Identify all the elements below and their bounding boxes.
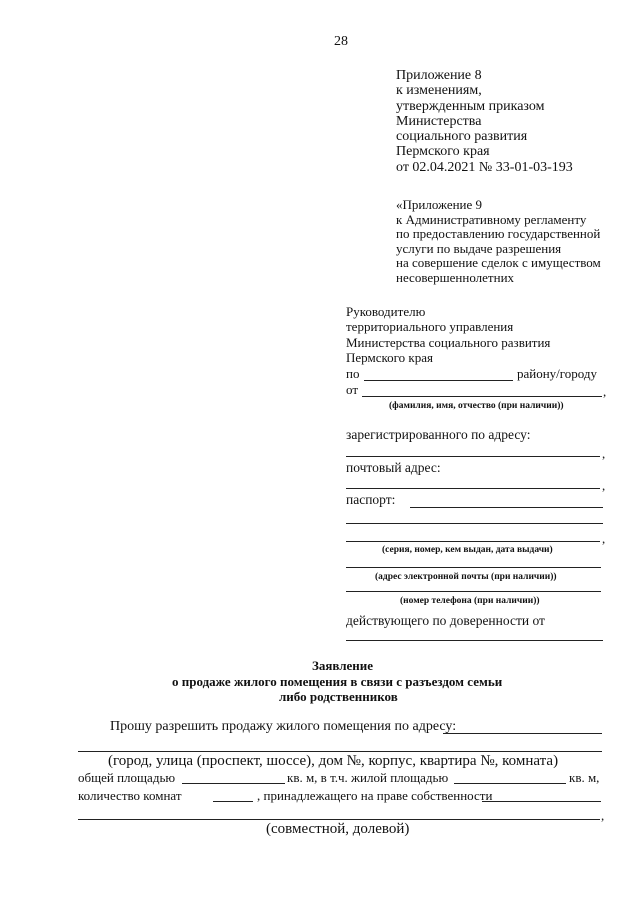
email-field[interactable] — [346, 567, 601, 568]
comma: , — [602, 446, 606, 461]
statement-title: Заявление — [312, 658, 374, 673]
addressee-line: территориального управления — [346, 319, 514, 335]
annex-9-block — [396, 198, 601, 286]
annex8-line: утвержденным приказом — [396, 98, 545, 114]
comma: , — [602, 478, 606, 493]
comma: , — [603, 384, 607, 399]
addressee-block — [346, 304, 550, 365]
comma: , — [602, 531, 606, 546]
passport-field-3[interactable] — [346, 541, 600, 542]
annex8-line: к изменениям, — [396, 83, 482, 99]
rooms-label: количество комнат — [78, 788, 182, 803]
passport-field-2[interactable] — [346, 523, 603, 524]
annex8-line: от 02.04.2021 № 33-01-03-193 — [396, 159, 573, 175]
address-hint: (город, улица (проспект, шоссе), дом №, корпус, квартира №, комната) — [108, 753, 559, 769]
fio-hint: (фамилия, имя, отчество (при наличии)) — [389, 401, 564, 411]
statement-subtitle: о продаже жилого помещения в связи с разъездом семьи — [172, 674, 503, 689]
owned-label: , принадлежащего на праве собственности — [257, 788, 493, 803]
annex9-line: «Приложение 9 — [396, 197, 483, 212]
comma: , — [601, 808, 605, 823]
annex9-line: по предоставлению государственной — [396, 226, 601, 242]
annex9-line: к Административному регламенту — [396, 211, 587, 227]
registered-address-field[interactable] — [346, 456, 600, 457]
addressee-line: Министерства социального развития — [346, 334, 551, 350]
property-address-field-2[interactable] — [78, 751, 602, 752]
postal-address-field[interactable] — [346, 488, 600, 489]
ownership-hint: (совместной, долевой) — [266, 821, 410, 837]
district-field[interactable] — [364, 380, 513, 381]
registered-label: зарегистрированного по адресу: — [346, 427, 531, 442]
annex8-line: Министерства — [396, 113, 482, 129]
annex8-line: Приложение 8 — [396, 68, 482, 83]
ownership-field-2[interactable] — [78, 819, 600, 820]
po-label: по — [346, 366, 360, 381]
annex-8-block — [396, 68, 573, 175]
applicant-name-field[interactable] — [362, 396, 602, 397]
request-text: Прошу разрешить продажу жилого помещения по адресу: — [110, 719, 457, 734]
addressee-line: Руководителю — [346, 304, 426, 319]
total-area-label: общей площадью — [78, 770, 176, 785]
proxy-field[interactable] — [346, 640, 603, 641]
statement-subtitle: либо родственников — [279, 689, 398, 704]
property-address-field-1[interactable] — [443, 733, 602, 734]
addressee-line: Пермского края — [346, 349, 433, 365]
rayon-label: району/городу — [517, 366, 598, 381]
annex9-line: на совершение сделок с имуществом — [396, 255, 601, 271]
passport-hint: (серия, номер, кем выдан, дата выдачи) — [382, 545, 553, 555]
annex8-line: социального развития — [396, 129, 528, 145]
proxy-label: действующего по доверенности от — [346, 613, 545, 628]
living-area-label: кв. м, в т.ч. жилой площадью — [287, 770, 449, 785]
phone-field[interactable] — [346, 591, 601, 592]
annex9-line: услуги по выдаче разрешения — [396, 240, 562, 256]
passport-label: паспорт: — [346, 492, 396, 507]
email-hint: (адрес электронной почты (при наличии)) — [375, 572, 557, 582]
postal-label: почтовый адрес: — [346, 460, 441, 475]
page-number: 28 — [334, 34, 348, 49]
sqm-label: кв. м, — [569, 770, 600, 785]
annex9-line: несовершеннолетних — [396, 269, 515, 285]
annex8-line: Пермского края — [396, 144, 490, 160]
passport-field-1[interactable] — [410, 507, 603, 508]
ownership-field-1[interactable] — [482, 801, 601, 802]
rooms-field[interactable] — [213, 801, 253, 802]
total-area-field[interactable] — [182, 783, 285, 784]
ot-label: от — [346, 382, 359, 397]
living-area-field[interactable] — [454, 783, 566, 784]
phone-hint: (номер телефона (при наличии)) — [400, 596, 540, 606]
